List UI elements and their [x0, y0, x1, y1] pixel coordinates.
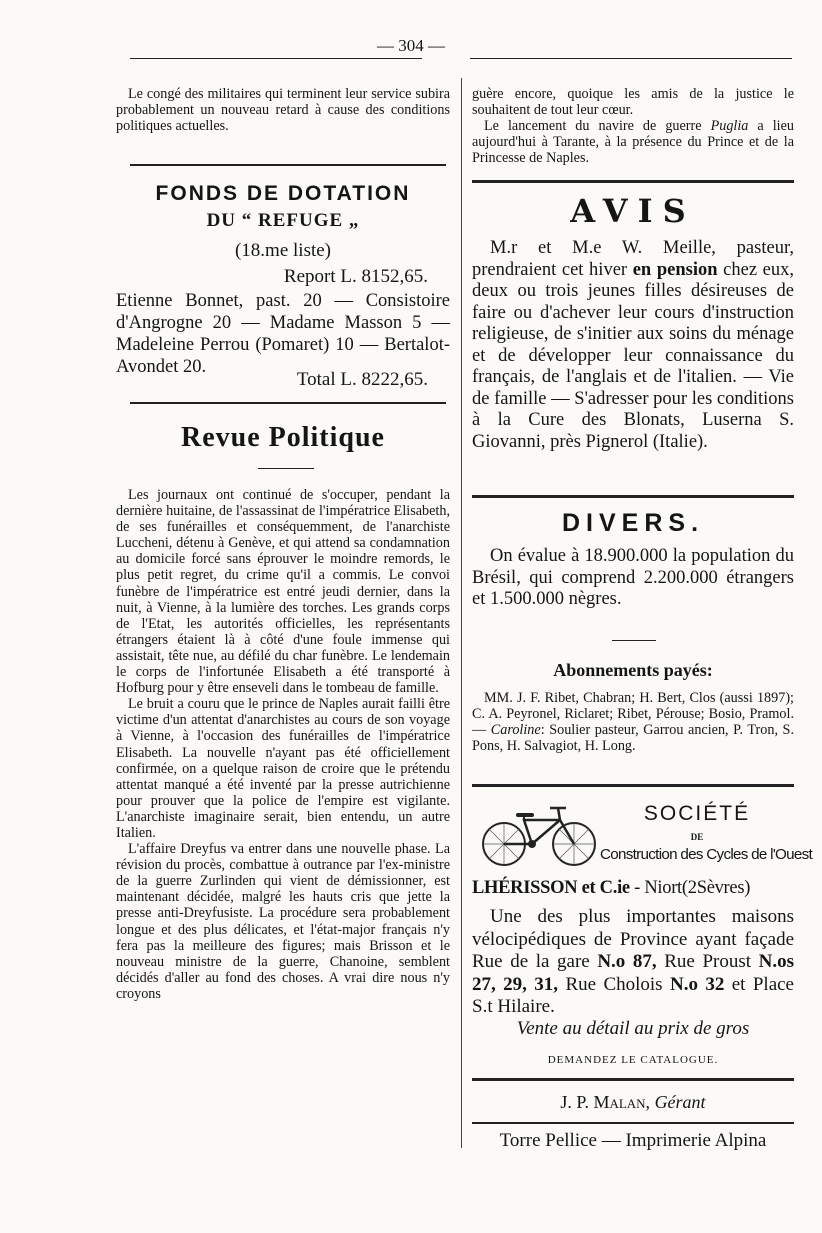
ad-body-a: Une des plus importantes maisons vélocipédiques de Province ayant façade Rue de la gare: [472, 906, 794, 972]
abonnements-text: [472, 690, 794, 754]
ship-name: Puglia: [710, 118, 749, 135]
revue-underline: [258, 468, 314, 469]
ad-body-b: Rue Proust: [656, 951, 759, 972]
ad-societe: SOCIÉTÉ: [643, 802, 751, 825]
fonds-title: FONDS DE DOTATION: [155, 182, 411, 205]
ad-vente: Vente au détail au prix de gros: [516, 1018, 750, 1039]
avis-body-bold: en pension: [632, 259, 718, 280]
bicycle-icon: [480, 800, 598, 872]
ad-firm-place: - Niort(2Sèvres): [629, 878, 751, 898]
divers-body: On évalue à 18.900.000 la population du Brésil, qui comprend 2.200.000 étrangers et 1.500.000 nègres.: [472, 546, 794, 609]
ad-construction: Construction des Cycles de l'Ouest: [600, 846, 813, 863]
rule-before-avis: [472, 180, 794, 183]
revue-body: [116, 487, 450, 1002]
gerant-name: J. P. Malan,: [560, 1092, 655, 1112]
revue-paragraph-1: Les journaux ont continué de s'occuper, pendant la dernière huitaine, de l'assassinat de l'impératrice Elisabeth, de ses funérailles et conséquemment, de l'anarchiste Luccheni, détenu à Genève, et qui attend sa condamnation au domicile forcé sans éprouver le moindre remords, le plus petit regret, du crime qu'il a commis. Le convoi funèbre de l'impératrice est entré jeudi dernier, dans la nuit, à Vienne, à la lumière des torches. Les grands corps de l'Etat, les autorités officielles, les représentants étrangers étaient là à côté d'une foule immense qui assistait, tête nue, au défilé du char funèbre. Le lendemain le corps de l'infortunée Elisabeth a été transporté à Hofburg pour y être enseveli dans le tombeau de famille.: [116, 487, 450, 697]
rule-after-fonds: [130, 402, 446, 404]
abonnements-text-a: MM. J. F. Ribet, Chabran; H. Bert, Clos (aussi 1897); C. A. Peyronel, Riclaret; Ribet, Pérouse; Bosio, Pramol. —: [472, 690, 794, 739]
launch-text: [472, 118, 794, 166]
fonds-total: Total L. 8222,65.: [296, 369, 428, 390]
ad-firm-name: LHÉRISSON et C.ie: [472, 878, 630, 898]
column-divider: [461, 78, 462, 1148]
rule-before-ad: [472, 784, 794, 787]
abonnements-text-ital: Caroline: [490, 722, 541, 739]
imprimerie-line: Torre Pellice — Imprimerie Alpina: [499, 1130, 767, 1151]
ad-body-d: et Place S.t Hilaire.: [472, 973, 794, 1017]
revue-paragraph-2: Le bruit a couru que le prince de Naples aurait failli être victime d'un attentat d'anarchistes au cours de son voyage à Vienne, à l'occasion des funérailles de l'impératrice Elisabeth. La nouvelle n'ayant pas été officiellement confirmée, on a quelque raison de croire que le prétendu attentat manqué a été inventé par la presse autrichienne pour prouver que la police de l'empire est vigilante. L'anarchiste imaginaire serait, bien entendu, un autre Italien.: [116, 696, 450, 841]
ad-body: [472, 906, 794, 1019]
intro-text: Le congé des militaires qui terminent leur service subira probablement un nouveau retard à cause des conditions politiques actuelles.: [116, 86, 450, 135]
launch-text-b: a lieu aujourd'hui à Tarante, à la présence du Prince et de la Princesse de Naples.: [472, 118, 794, 167]
fonds-report: Report L. 8152,65.: [283, 266, 428, 287]
rule-after-intro: [130, 164, 446, 166]
avis-title: AVIS: [570, 192, 696, 230]
ad-catalogue: DEMANDEZ LE CATALOGUE.: [547, 1054, 719, 1066]
ad-de: DE: [690, 832, 704, 842]
abonnements-body: [472, 690, 794, 754]
avis-body: [472, 238, 794, 453]
revue-paragraph-3: L'affaire Dreyfus va entrer dans une nouvelle phase. La révision du procès, combattue à outrance par l'ex-ministre de la guerre Zurlinden qui vient de démissionner, est maintenant décidée, malgré les hauts cris que jette la presse anti-Dreyfusiste. La procédure sera probablement longue et des plus délicates, et l'état-major français n'y fera pas la meilleure des figures; mais Brisson et le nouveau ministre de la guerre, Chanoine, semblent décidés d'aller au fond des choses. A vrai dire nous n'y croyons: [116, 841, 450, 1002]
intro-paragraph: [116, 86, 450, 134]
continuation-block: [472, 86, 794, 166]
ad-number-3: N.o 32: [669, 973, 725, 995]
ad-firm: [472, 878, 794, 899]
rule-before-divers: [472, 495, 794, 498]
page-number: — 304 —: [377, 36, 445, 55]
ad-body-c: Rue Cholois: [558, 973, 670, 995]
revue-title: Revue Politique: [181, 422, 385, 453]
avis-body-a: M.r et M.e W. Meille, pasteur, prendraient cet hiver: [472, 238, 794, 280]
ad-number-2: N.os 27, 29, 31,: [472, 951, 794, 995]
abonnements-title: Abonnements payés:: [553, 660, 713, 680]
fonds-body: Etienne Bonnet, past. 20 — Consistoire d'Angrogne 20 — Madame Masson 5 — Madeleine Perrou (Pomaret) 10 — Bertalot-Avondet 20.: [116, 291, 450, 377]
ad-number-1: N.o 87,: [597, 951, 657, 972]
avis-body-b: chez eux, deux ou trois jeunes filles désireuses de faire ou d'achever leur cours d'instruction religieuse, de s'initier aux soins du ménage et de développer leur connaissance du français, de l'anglais et de l'italien. — Vie de famille — S'adresser pour les conditions à la Cure des Blonats, Luserna S. Giovanni, près Pignerol (Italie).: [472, 259, 794, 452]
header-rule-right: [470, 58, 792, 59]
gerant-line: [472, 1092, 794, 1113]
gerant-role: Gérant: [654, 1092, 706, 1112]
header-rule-left: [130, 58, 422, 59]
rule-before-abonnements: [612, 640, 656, 641]
abonnements-text-b: : Soulier pasteur, Garrou ancien, P. Tron, S. Pons, H. Salvagiot, H. Long.: [472, 722, 794, 755]
rule-before-gerant: [472, 1078, 794, 1081]
fonds-liste: (18.me liste): [234, 240, 332, 261]
launch-text-a: Le lancement du navire de guerre: [484, 118, 711, 135]
rule-before-imprimerie: [472, 1122, 794, 1124]
fonds-subtitle: DU “ REFUGE „: [206, 210, 360, 231]
continuation-text: guère encore, quoique les amis de la justice le souhaitent de tout leur cœur.: [472, 86, 794, 119]
divers-title: DIVERS.: [561, 509, 705, 537]
